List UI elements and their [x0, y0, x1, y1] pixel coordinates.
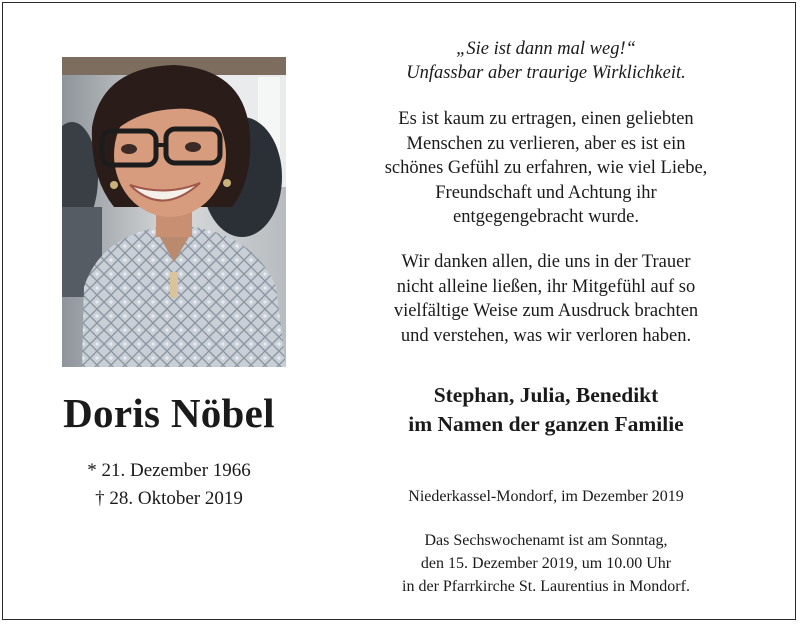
- notice-line: den 15. Dezember 2019, um 10.00 Uhr: [420, 555, 672, 572]
- death-date: † 28. Oktober 2019: [95, 488, 243, 509]
- mass-notice: [346, 529, 746, 598]
- place-date: Niederkassel-Mondorf, im Dezember 2019: [408, 488, 684, 505]
- thanks-paragraph: [346, 250, 746, 348]
- notice-line: in der Pfarrkirche St. Laurentius in Mondorf.: [402, 578, 690, 595]
- notice-line: Das Sechswochenamt ist am Sonntag,: [424, 532, 668, 549]
- paragraph-line: Menschen zu verlieren, aber es ist ein: [406, 133, 686, 154]
- quote-line: Unfassbar aber traurige Wirklichkeit.: [406, 63, 686, 83]
- birth-date: * 21. Dezember 1966: [87, 460, 251, 481]
- paragraph-line: Freundschaft und Achtung ihr: [435, 182, 657, 203]
- paragraph-line: und verstehen, was wir verloren haben.: [400, 325, 692, 346]
- paragraph-line: nicht alleine ließen, ihr Mitgefühl auf so: [396, 276, 696, 297]
- paragraph-line: Es ist kaum zu ertragen, einen geliebten: [398, 109, 694, 129]
- deceased-name: Doris Nöbel: [63, 390, 275, 436]
- paragraph-line: entgegengebracht wurde.: [453, 207, 639, 227]
- life-dates: [23, 457, 315, 513]
- signature-line: Stephan, Julia, Benedikt: [433, 383, 659, 407]
- family-signature: [346, 381, 746, 439]
- obituary-card: [2, 2, 796, 620]
- portrait-photo: [62, 57, 286, 367]
- quote-block: [346, 37, 746, 85]
- condolence-paragraph: [346, 107, 746, 230]
- paragraph-line: schönes Gefühl zu erfahren, wie viel Liebe,: [384, 158, 708, 178]
- quote-line: „Sie ist dann mal weg!“: [456, 39, 636, 59]
- signature-line: im Namen der ganzen Familie: [408, 412, 684, 436]
- paragraph-line: vielfältige Weise zum Ausdruck brachten: [393, 301, 699, 321]
- paragraph-line: Wir danken allen, die uns in der Trauer: [401, 252, 691, 272]
